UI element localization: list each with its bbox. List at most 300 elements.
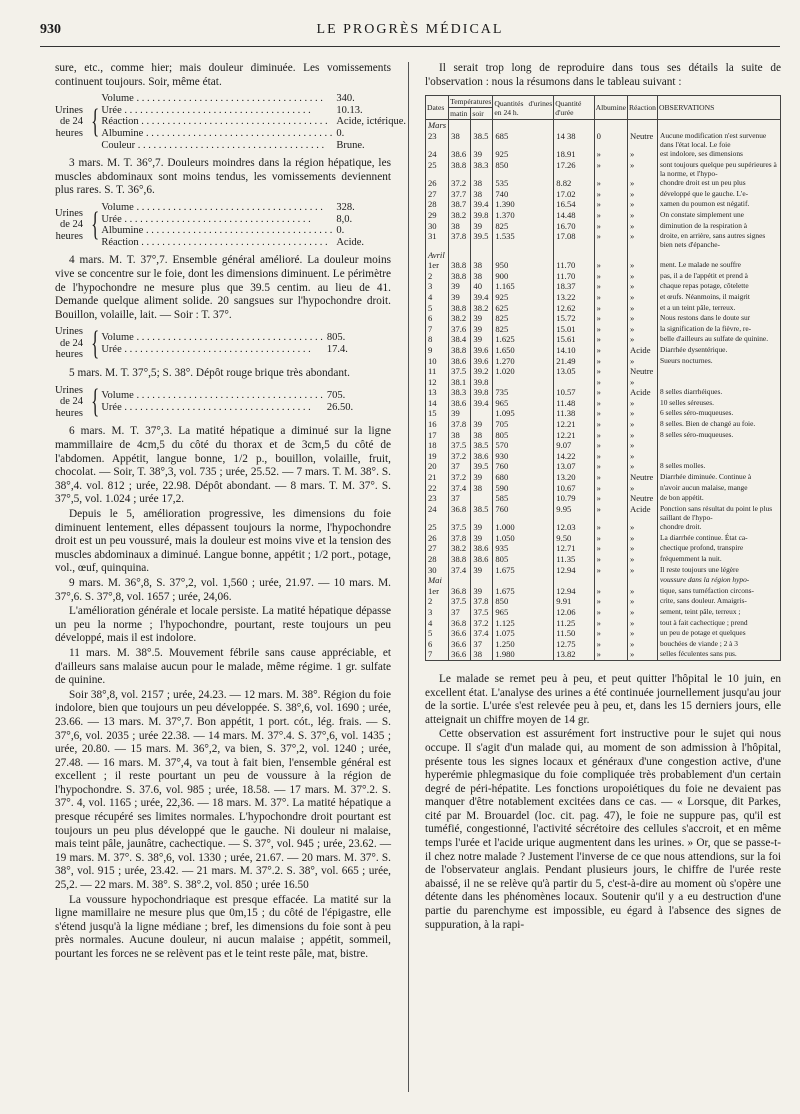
reaction-cell: » <box>627 149 657 160</box>
reaction-cell: » <box>627 408 657 419</box>
date-cell: 4 <box>426 618 449 629</box>
left-column <box>55 62 407 963</box>
observation-cell: de bon appétit. <box>658 493 781 504</box>
uree-cell: 18.91 <box>554 149 594 160</box>
table-row <box>426 493 781 504</box>
col-header-soir: soir <box>471 108 493 120</box>
uree-cell: 12.75 <box>554 639 594 650</box>
temp-matin-cell: 37.8 <box>449 533 471 544</box>
quantite-cell: 1.675 <box>493 586 554 597</box>
quantite-cell <box>493 377 554 388</box>
observation-cell: 8 selles molles. <box>658 461 781 472</box>
urine-item <box>101 93 408 105</box>
table-row <box>426 189 781 200</box>
date-cell: Mars <box>426 120 449 131</box>
albumine-cell: » <box>594 554 627 565</box>
reaction-cell: Acide <box>627 345 657 356</box>
observation-cell: 10 selles séreuses. <box>658 398 781 409</box>
albumine-cell: » <box>594 543 627 554</box>
temp-matin-cell: 38.2 <box>449 210 471 221</box>
table-row <box>426 292 781 303</box>
albumine-cell <box>594 120 627 131</box>
urine-block <box>55 326 391 361</box>
reaction-cell: » <box>627 618 657 629</box>
quantite-cell: 1.980 <box>493 649 554 660</box>
temp-soir-cell <box>471 493 493 504</box>
uree-cell <box>554 575 594 586</box>
uree-cell: 18.37 <box>554 281 594 292</box>
albumine-cell: » <box>594 472 627 483</box>
running-title: LE PROGRÈS MÉDICAL <box>316 22 504 37</box>
date-cell: 3 <box>426 281 449 292</box>
temp-soir-cell: 38 <box>471 260 493 271</box>
temp-soir-cell: 39 <box>471 149 493 160</box>
paragraph: 4 mars. M. T. 37°,7. Ensemble général amélioré. La douleur moins vive se concentre sur le foie, dont les dimensions diminuent. Le périmètre de l'hypochondre ne mesure plus que 39.5 centim. au lieu de 41. Demande quelque aliment solide. 20 sangsues sur l'hypochondre droit. Bouillon, volaille, lait. — Soir : T. 37°. <box>55 254 391 321</box>
albumine-cell: » <box>594 493 627 504</box>
urine-item-value: 8,0. <box>336 213 353 225</box>
brace-glyph: { <box>91 103 100 141</box>
observation-cell: sont toujours quelque peu supérieures à la norme, et l'hypo- <box>658 160 781 178</box>
temp-soir-cell: 37.4 <box>471 628 493 639</box>
observation-cell: et œufs. Néanmoins, il maigrit <box>658 292 781 303</box>
table-row <box>426 554 781 565</box>
date-cell: 9 <box>426 345 449 356</box>
col-header-observations: OBSERVATIONS <box>658 96 781 120</box>
temp-matin-cell: 37.5 <box>449 522 471 533</box>
reaction-cell <box>627 575 657 586</box>
temp-soir-cell <box>471 575 493 586</box>
temp-soir-cell: 38 <box>471 189 493 200</box>
urine-item-value: 805. <box>326 332 346 344</box>
urine-item <box>101 332 398 344</box>
uree-cell: 11.38 <box>554 408 594 419</box>
albumine-cell: » <box>594 149 627 160</box>
temp-soir-cell: 37.8 <box>471 596 493 607</box>
temp-matin-cell: 38.2 <box>449 313 471 324</box>
observation-cell: développé que le gauche. L'e- <box>658 189 781 200</box>
urine-block <box>55 202 391 248</box>
temp-matin-cell: 36.6 <box>449 649 471 660</box>
urine-values <box>101 93 408 151</box>
uree-cell: 11.50 <box>554 628 594 639</box>
quantite-cell: 625 <box>493 303 554 314</box>
observation-cell <box>658 250 781 261</box>
table-row <box>426 120 781 131</box>
urine-item-key: Réaction . . . <box>101 237 332 249</box>
temp-matin-cell: 38.8 <box>449 303 471 314</box>
temp-matin-cell: 38.7 <box>449 199 471 210</box>
uree-cell: 12.71 <box>554 543 594 554</box>
table-row <box>426 281 781 292</box>
quantite-cell: 740 <box>493 189 554 200</box>
table-row <box>426 356 781 367</box>
observation-table <box>425 95 781 661</box>
table-row <box>426 522 781 533</box>
paragraph: 9 mars. M. 36°,8, S. 37°,2, vol. 1,560 ; urée, 21.97. — 10 mars. M. 37°,6. S. 37°,8, vol. 1657 ; urée, 24,06. <box>55 576 391 603</box>
date-cell: 1er <box>426 260 449 271</box>
uree-cell: 8.82 <box>554 178 594 189</box>
albumine-cell: » <box>594 504 627 522</box>
uree-cell: 9.07 <box>554 440 594 451</box>
paragraph: Soir 38°,8, vol. 2157 ; urée, 24.23. — 12 mars. M. 38°. Région du foie indolore, bien que toujours un peu développée. S. 38°,6, vol. 1690 ; urée, 23.66. — 13 mars. M. 37°,7. Bon appétit, 1 port. cót., lég. frais. — S. 37°,6, vol. 2035 ; urée 22.38. — 14 mars. M. 37°.4. S. 37°,6, vol. 1435 ; urée, 20.80. — 15 mars. M. 36°,2, va bien, S. 37°,2, vol. 1240 ; urée, 27.48. — 16 mars. M. 37°,4, va tout à fait bien, l'ensemble général est excellent ; il reste pourtant un peu de voussure à la région de l'hypochondre. S. 37.6, vol. 985 ; urée, 18.58. — 17 mars. M. 37°.2. S. 37°. 4, vol. 1165 ; urée, 22,36. — 18 mars. M. 37°. La matité hépatique a presque récupéré ses limites normales. L'hypochondre droit pourtant est toujours un peu plus développé que le gauche. Ni douleur ni malaise, mais teint pâle, jaunâtre, cachectique. — S. 37°, vol. 945 ; urée, 23.62. — 19 mars. M. 37°. S. 38°,6, vol. 1330 ; urée, 21.67. — 20 mars. M. 37°. S. 38°, vol. 915 ; urée, 23.42. — 21 mars. M. 37°.2. S. 38°, vol. 665 ; urée, 25,2. — 22 mars. M. 38°. S. 38°.2, vol. 850 ; urée 16.50 <box>55 688 391 892</box>
temp-matin-cell: 38.6 <box>449 149 471 160</box>
date-cell: 17 <box>426 430 449 441</box>
quantite-cell: 1.050 <box>493 533 554 544</box>
table-row <box>426 398 781 409</box>
col-header-albumine: Albumine <box>594 96 627 120</box>
observation-table-body <box>426 120 781 661</box>
date-cell: 6 <box>426 313 449 324</box>
table-row <box>426 596 781 607</box>
col-header-quantites: Quantités d'urines en 24 h. <box>493 96 554 120</box>
albumine-cell <box>594 250 627 261</box>
table-row <box>426 221 781 232</box>
quantite-cell: 535 <box>493 178 554 189</box>
temp-soir-cell: 38.6 <box>471 554 493 565</box>
temp-soir-cell: 40 <box>471 281 493 292</box>
uree-cell: 21.49 <box>554 356 594 367</box>
albumine-cell: » <box>594 324 627 335</box>
date-cell: 24 <box>426 149 449 160</box>
temp-soir-cell: 38.6 <box>471 451 493 462</box>
urine-item-key: Urée . . . <box>101 105 332 117</box>
table-row <box>426 461 781 472</box>
reaction-cell: » <box>627 639 657 650</box>
temp-soir-cell: 39 <box>471 586 493 597</box>
urine-item <box>101 214 408 226</box>
table-row <box>426 366 781 377</box>
uree-cell <box>554 120 594 131</box>
temp-soir-cell: 39.5 <box>471 231 493 249</box>
date-cell: 26 <box>426 533 449 544</box>
table-row <box>426 199 781 210</box>
reaction-cell: » <box>627 356 657 367</box>
uree-cell: 14.10 <box>554 345 594 356</box>
albumine-cell: » <box>594 628 627 639</box>
quantite-cell: 935 <box>493 543 554 554</box>
urine-item <box>101 116 408 128</box>
paragraph: Il serait trop long de reproduire dans tous ses détails la suite de l'observation : nous la résumons dans le tableau suivant : <box>425 62 781 88</box>
table-row <box>426 586 781 597</box>
temp-matin-cell: 37.6 <box>449 324 471 335</box>
table-row <box>426 628 781 639</box>
temp-soir-cell: 38.5 <box>471 504 493 522</box>
quantite-cell: 1.390 <box>493 199 554 210</box>
albumine-cell: » <box>594 387 627 398</box>
date-cell: Mai <box>426 575 449 586</box>
temp-matin-cell: 37 <box>449 607 471 618</box>
temp-soir-cell: 38 <box>471 649 493 660</box>
urine-item <box>101 140 408 152</box>
uree-cell: 12.06 <box>554 607 594 618</box>
uree-cell: 12.94 <box>554 565 594 576</box>
reaction-cell: » <box>627 231 657 249</box>
temp-matin-cell: 38 <box>449 221 471 232</box>
reaction-cell: » <box>627 607 657 618</box>
observation-cell: Aucune modification n'est survenue dans l'état local. Le foie <box>658 131 781 149</box>
temp-soir-cell: 39 <box>471 313 493 324</box>
quantite-cell <box>493 120 554 131</box>
date-cell: 19 <box>426 451 449 462</box>
quantite-cell: 1.535 <box>493 231 554 249</box>
temp-matin-cell: 37.8 <box>449 419 471 430</box>
date-cell: 31 <box>426 231 449 249</box>
date-cell: 2 <box>426 596 449 607</box>
quantite-cell: 1.625 <box>493 334 554 345</box>
temp-soir-cell: 38.6 <box>471 543 493 554</box>
uree-cell: 15.01 <box>554 324 594 335</box>
paragraph: Depuis le 5, amélioration progressive, les dimensions du foie diminuent lentement, elles dépassent toujours la norme, l'hypochondre droit est un peu voussuré, mais la douleur est moins vive et la tension des muscles abdominaux a diminué. Langue bonne, appétit ; 1/2 port., potage, vol., œuf, quinquina. <box>55 508 391 575</box>
urine-item-value: Brune. <box>336 139 365 151</box>
table-row <box>426 408 781 419</box>
date-cell: 18 <box>426 440 449 451</box>
albumine-cell: 0 <box>594 131 627 149</box>
quantite-cell: 1.165 <box>493 281 554 292</box>
quantite-cell: 925 <box>493 292 554 303</box>
date-cell: 7 <box>426 324 449 335</box>
observation-cell <box>658 366 781 377</box>
date-cell: 22 <box>426 483 449 494</box>
urine-item-value: 340. <box>336 93 355 105</box>
date-cell: 6 <box>426 639 449 650</box>
temp-matin-cell: 37.2 <box>449 472 471 483</box>
temp-soir-cell: 37.2 <box>471 618 493 629</box>
uree-cell: 15.61 <box>554 334 594 345</box>
reaction-cell: » <box>627 260 657 271</box>
reaction-cell: » <box>627 281 657 292</box>
urine-item-key: Albumine . . . <box>101 128 332 140</box>
reaction-cell: Neutre <box>627 131 657 149</box>
quantite-cell: 1.250 <box>493 639 554 650</box>
reaction-cell: Neutre <box>627 493 657 504</box>
temp-matin-cell <box>449 250 471 261</box>
quantite-cell: 825 <box>493 324 554 335</box>
date-cell: 5 <box>426 303 449 314</box>
date-cell: 13 <box>426 387 449 398</box>
table-row <box>426 271 781 282</box>
urine-item-key: Volume . . . <box>101 202 332 214</box>
reaction-cell: » <box>627 210 657 221</box>
urine-label: Urines de 24 heures <box>55 207 83 242</box>
urine-item-key: Urée . . . <box>101 344 322 356</box>
temp-matin-cell: 37.2 <box>449 178 471 189</box>
table-row <box>426 178 781 189</box>
reaction-cell: Neutre <box>627 472 657 483</box>
observation-cell: et a un teint pâle, terreux. <box>658 303 781 314</box>
urine-item-key: Couleur . . . <box>101 140 332 152</box>
temp-soir-cell: 39.4 <box>471 199 493 210</box>
date-cell: 2 <box>426 271 449 282</box>
paragraph: 6 mars. M. T. 37°,3. La matité hépatique a diminué sur la ligne mammillaire de 4cm,5 du côté du thorax et de 3cm,5 du côté de l'abdomen. Appétit, langue bonne, 1/2 p., bouillon, volaille, fruit, chocolat. — Soir, T. 38°,3, vol. 735 ; urée, 25.52. — 7 mars. T. M. 38°. S. 38°,4. vol. 812 ; urée, 22.98. Dépôt abondant. — 8 mars. T. M. 37°. S. 37°,5, vol. 1.024 ; urée 17,2. <box>55 425 391 506</box>
albumine-cell <box>594 575 627 586</box>
urine-item-value: Acide. <box>336 236 365 248</box>
uree-cell: 12.21 <box>554 419 594 430</box>
temp-matin-cell: 36.6 <box>449 628 471 639</box>
table-row <box>426 618 781 629</box>
quantite-cell: 1.270 <box>493 356 554 367</box>
albumine-cell: » <box>594 221 627 232</box>
temp-soir-cell: 38 <box>471 178 493 189</box>
uree-cell: 11.70 <box>554 271 594 282</box>
page-header <box>40 20 780 47</box>
table-row <box>426 260 781 271</box>
uree-cell: 17.26 <box>554 160 594 178</box>
temp-soir-cell: 38.5 <box>471 131 493 149</box>
albumine-cell: » <box>594 586 627 597</box>
temp-matin-cell: 37 <box>449 493 471 504</box>
uree-cell: 11.70 <box>554 260 594 271</box>
urine-item-key: Urée . . . <box>101 402 322 414</box>
temp-soir-cell: 38.3 <box>471 160 493 178</box>
albumine-cell: » <box>594 231 627 249</box>
albumine-cell: » <box>594 533 627 544</box>
urine-item <box>101 390 398 402</box>
observation-cell: 8 selles diarrhéiques. <box>658 387 781 398</box>
date-cell: 3 <box>426 607 449 618</box>
observation-cell: xamen du poumon est négatif. <box>658 199 781 210</box>
table-row <box>426 607 781 618</box>
brace-glyph: { <box>91 324 100 362</box>
temp-matin-cell: 38.6 <box>449 398 471 409</box>
temp-matin-cell: 38 <box>449 131 471 149</box>
observation-cell: crite, sans douleur. Amaigris- <box>658 596 781 607</box>
uree-cell: 12.21 <box>554 430 594 441</box>
reaction-cell: » <box>627 522 657 533</box>
urine-label: Urines de 24 heures <box>55 104 83 139</box>
albumine-cell: » <box>594 303 627 314</box>
quantite-cell: 680 <box>493 472 554 483</box>
table-row <box>426 451 781 462</box>
quantite-cell: 1.650 <box>493 345 554 356</box>
urine-item <box>101 402 398 414</box>
uree-cell: 13.20 <box>554 472 594 483</box>
temp-matin-cell: 36.6 <box>449 639 471 650</box>
quantite-cell: 850 <box>493 596 554 607</box>
date-cell: 29 <box>426 210 449 221</box>
temp-soir-cell: 39 <box>471 522 493 533</box>
albumine-cell: » <box>594 210 627 221</box>
quantite-cell: 1.075 <box>493 628 554 639</box>
urine-item <box>101 128 408 140</box>
albumine-cell: » <box>594 649 627 660</box>
quantite-cell: 735 <box>493 387 554 398</box>
urine-item-key: Urée . . . <box>101 214 332 226</box>
table-row <box>426 533 781 544</box>
temp-matin-cell: 38.8 <box>449 271 471 282</box>
temp-matin-cell: 39 <box>449 292 471 303</box>
reaction-cell: » <box>627 377 657 388</box>
page-number: 930 <box>40 22 61 37</box>
reaction-cell: » <box>627 189 657 200</box>
quantite-cell: 1.370 <box>493 210 554 221</box>
table-row <box>426 334 781 345</box>
albumine-cell: » <box>594 419 627 430</box>
observation-cell: Diarrhée dysentérique. <box>658 345 781 356</box>
reaction-cell: » <box>627 324 657 335</box>
albumine-cell: » <box>594 483 627 494</box>
observation-cell: sement, teint pâle, terreux ; <box>658 607 781 618</box>
reaction-cell: » <box>627 178 657 189</box>
urine-item-value: Acide, ictérique. <box>336 116 407 128</box>
col-header-reaction: Réaction <box>627 96 657 120</box>
urine-item <box>101 202 408 214</box>
date-cell: 25 <box>426 160 449 178</box>
reaction-cell: » <box>627 303 657 314</box>
table-row <box>426 387 781 398</box>
albumine-cell: » <box>594 345 627 356</box>
reaction-cell: » <box>627 221 657 232</box>
reaction-cell: Acide <box>627 387 657 398</box>
urine-item-key: Volume . . . <box>101 332 322 344</box>
temp-matin-cell: 36.8 <box>449 504 471 522</box>
temp-soir-cell: 39 <box>471 533 493 544</box>
table-row <box>426 160 781 178</box>
albumine-cell: » <box>594 607 627 618</box>
albumine-cell: » <box>594 565 627 576</box>
date-cell: 20 <box>426 461 449 472</box>
observation-cell: Diarrhée diminuée. Continue à <box>658 472 781 483</box>
reaction-cell: Neutre <box>627 366 657 377</box>
date-cell: 23 <box>426 493 449 504</box>
date-cell: 10 <box>426 356 449 367</box>
quantite-cell: 925 <box>493 149 554 160</box>
reaction-cell: » <box>627 271 657 282</box>
date-cell: 26 <box>426 178 449 189</box>
reaction-cell: » <box>627 419 657 430</box>
uree-cell <box>554 250 594 261</box>
observation-cell: voussure dans la région hypo- <box>658 575 781 586</box>
uree-cell: 14.22 <box>554 451 594 462</box>
temp-soir-cell <box>471 120 493 131</box>
urine-item-value: 705. <box>326 390 346 402</box>
temp-matin-cell: 38.8 <box>449 160 471 178</box>
urine-label: Urines de 24 heures <box>55 326 83 361</box>
temp-soir-cell: 39 <box>471 334 493 345</box>
uree-cell: 12.62 <box>554 303 594 314</box>
urine-item-value: 10.13. <box>336 104 363 116</box>
table-row <box>426 639 781 650</box>
uree-cell: 17.08 <box>554 231 594 249</box>
quantite-cell: 965 <box>493 398 554 409</box>
temp-matin-cell <box>449 575 471 586</box>
quantite-cell: 760 <box>493 461 554 472</box>
date-cell: 12 <box>426 377 449 388</box>
reaction-cell: » <box>627 199 657 210</box>
temp-matin-cell: 38.3 <box>449 387 471 398</box>
urine-block <box>55 385 391 420</box>
quantite-cell: 570 <box>493 440 554 451</box>
uree-cell: 9.50 <box>554 533 594 544</box>
albumine-cell: » <box>594 377 627 388</box>
albumine-cell: » <box>594 451 627 462</box>
urine-item-key: Albumine . . . <box>101 225 332 237</box>
reaction-cell: » <box>627 334 657 345</box>
uree-cell: 13.07 <box>554 461 594 472</box>
albumine-cell: » <box>594 356 627 367</box>
temp-matin-cell: 39 <box>449 281 471 292</box>
uree-cell: 14.48 <box>554 210 594 221</box>
temp-soir-cell: 39 <box>471 472 493 483</box>
albumine-cell: » <box>594 313 627 324</box>
reaction-cell: » <box>627 533 657 544</box>
table-row <box>426 575 781 586</box>
urine-item <box>101 344 398 356</box>
urine-item-value: 328. <box>336 201 355 213</box>
quantite-cell: 1.125 <box>493 618 554 629</box>
temp-soir-cell: 39.6 <box>471 345 493 356</box>
temp-matin-cell: 38.4 <box>449 334 471 345</box>
urine-item <box>101 105 408 117</box>
